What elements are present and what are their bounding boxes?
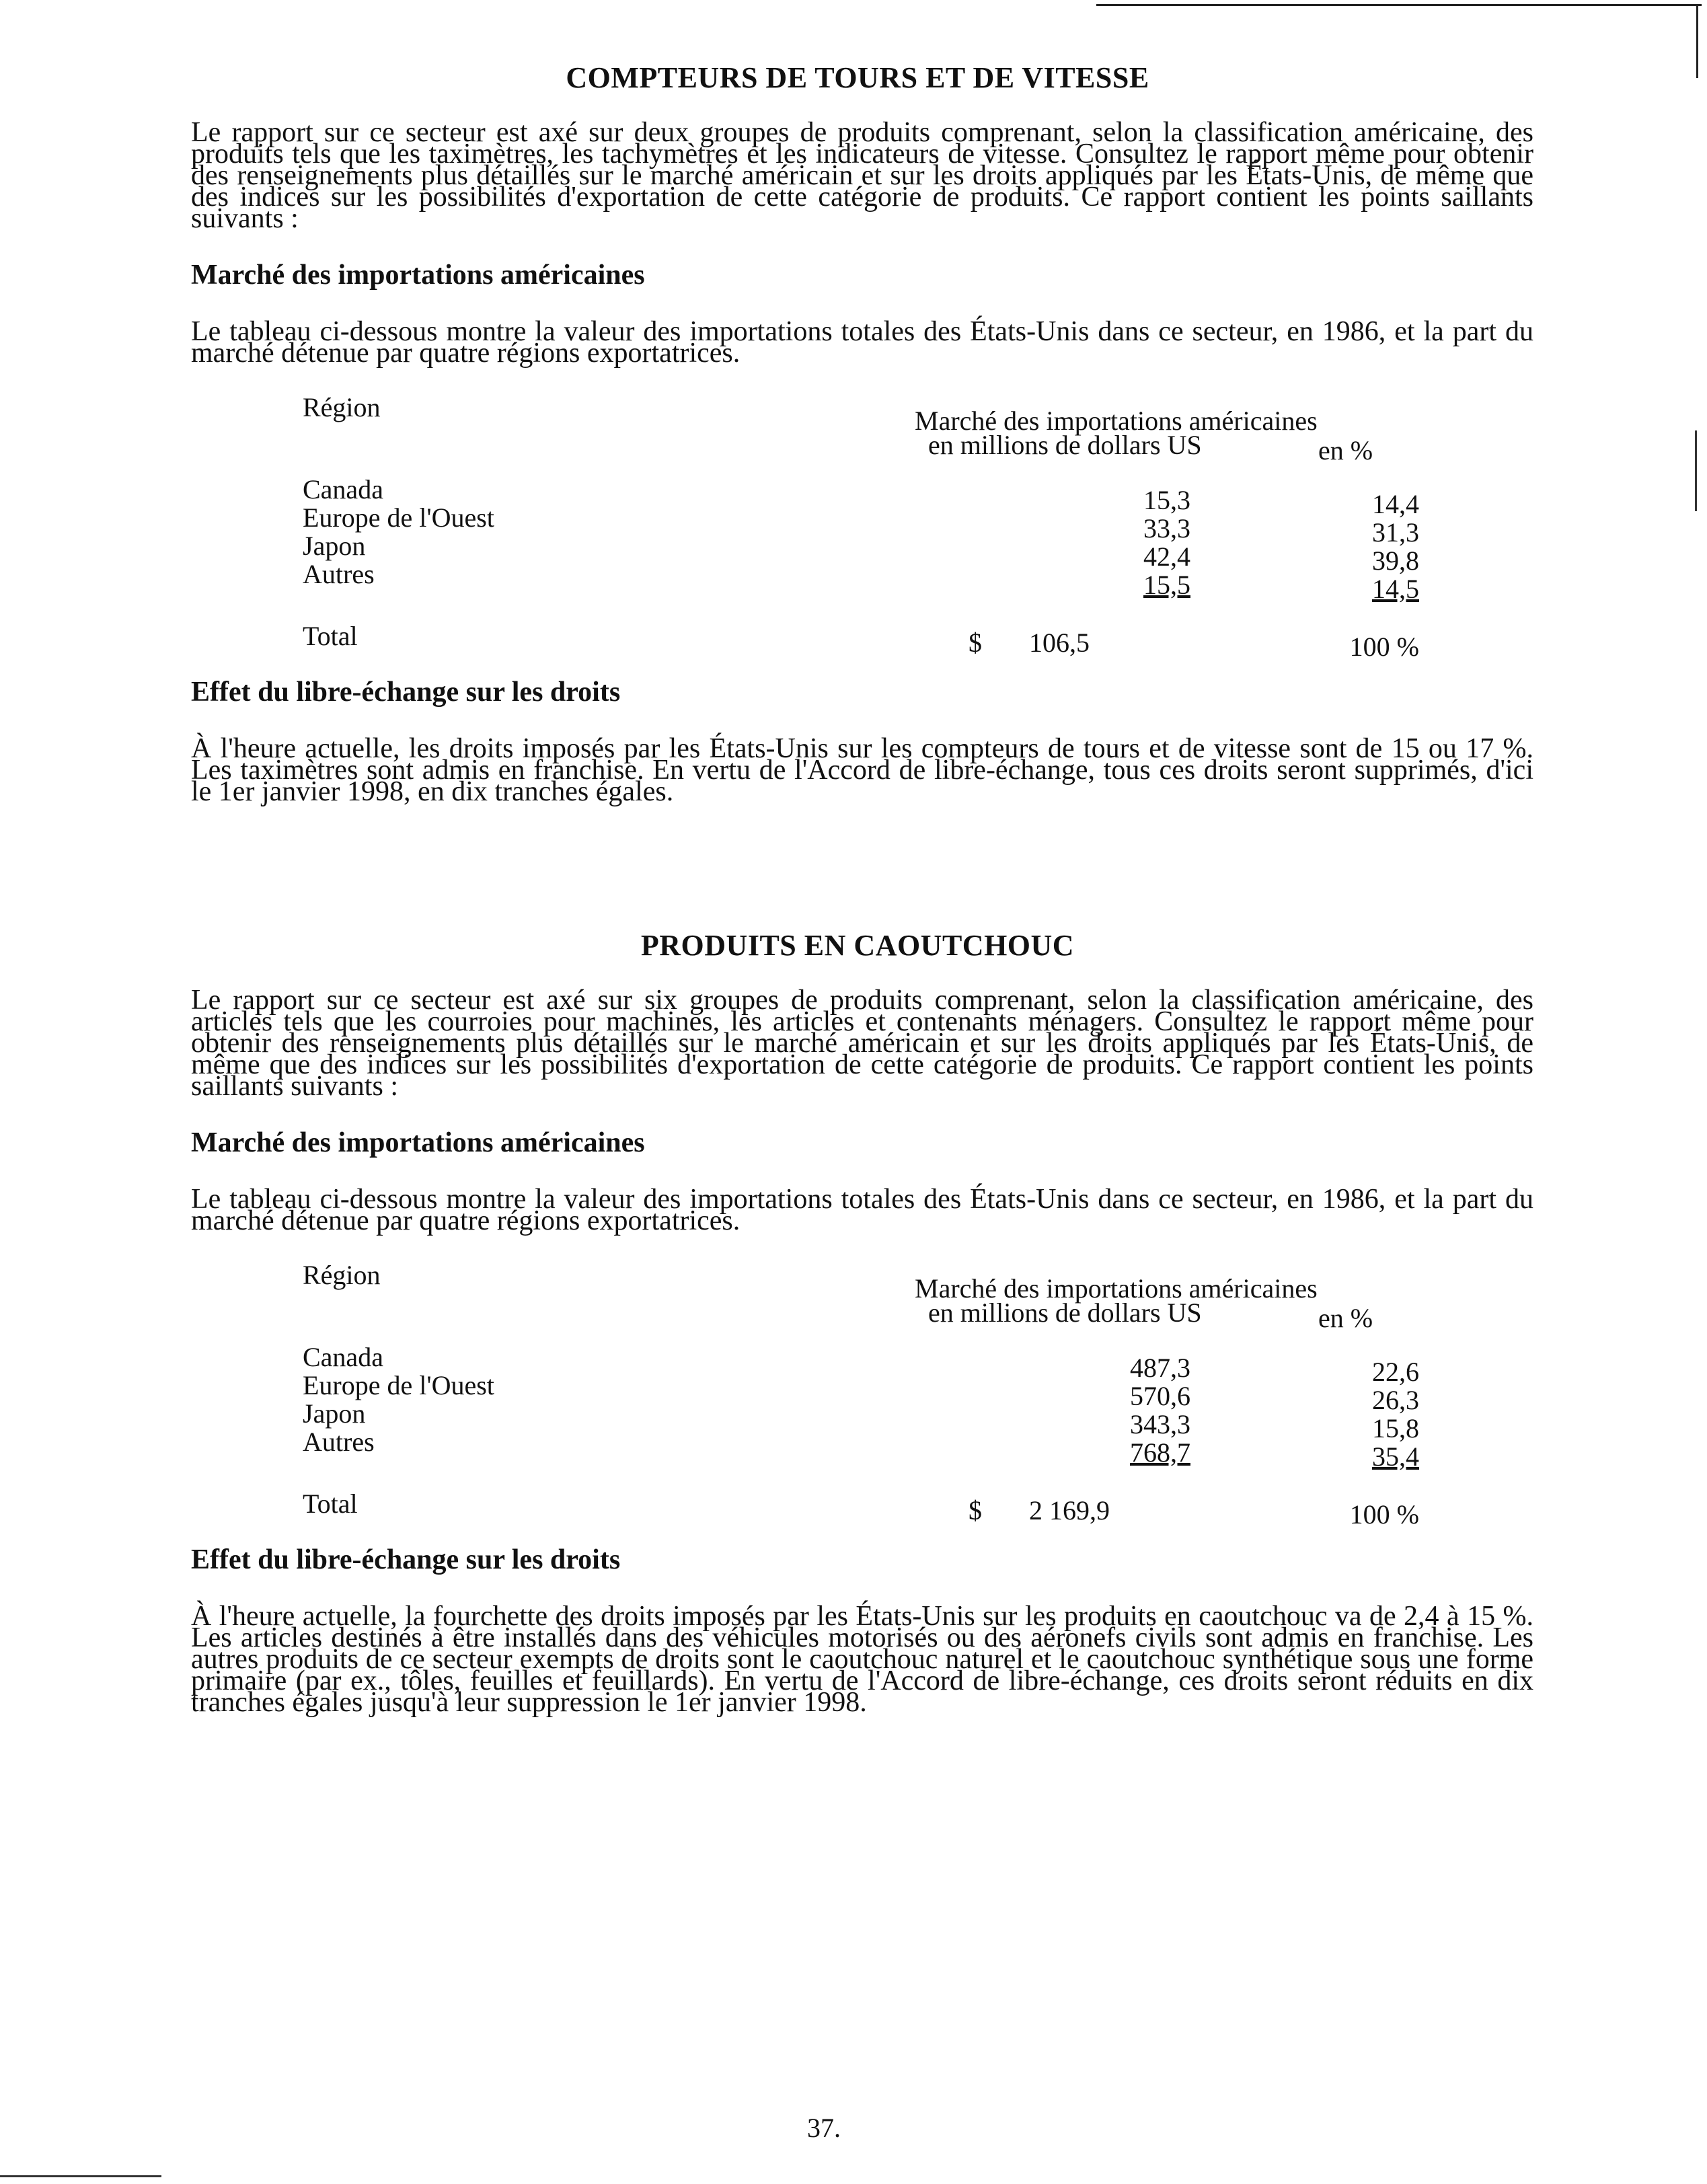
page-number: 37. bbox=[807, 2113, 841, 2143]
table-row-value: 15,5 bbox=[1143, 570, 1190, 600]
total-percent: 100 % bbox=[1349, 1499, 1419, 1530]
scan-border-right-mark bbox=[1695, 430, 1697, 511]
section-title: COMPTEURS DE TOURS ET DE VITESSE bbox=[566, 61, 1149, 94]
table-row-region: Canada bbox=[303, 474, 383, 504]
table-row-percent: 14,5 bbox=[1372, 574, 1419, 604]
import-table bbox=[182, 1261, 1533, 1530]
effect-paragraph: À l'heure actuelle, les droits imposés par les États-Unis sur les compteurs de tours et de vitesse sont de 15 ou 17 %. Les taximètres sont admis en franchise. En vertu de l'Accord de libre-échange, tous ces droits seront supprimés, d'ici le 1er janvier 1998, en dix tranches égales. bbox=[191, 733, 1533, 807]
currency-symbol: $ bbox=[969, 628, 982, 658]
market-heading: Marché des importations américaines bbox=[191, 1127, 645, 1158]
total-label: Total bbox=[303, 1489, 358, 1519]
percent-list bbox=[1325, 1358, 1419, 1471]
scan-border-right bbox=[1696, 4, 1698, 78]
market-column-subheader: en millions de dollars US bbox=[928, 1297, 1202, 1328]
table-row-value: 343,3 bbox=[1130, 1409, 1190, 1439]
section-speed-counters bbox=[182, 61, 1533, 832]
table-row-percent: 35,4 bbox=[1372, 1441, 1419, 1472]
table-row-region: Europe de l'Ouest bbox=[303, 502, 494, 533]
table-row-region: Autres bbox=[303, 1427, 375, 1457]
region-list bbox=[303, 476, 494, 589]
region-list bbox=[303, 1343, 494, 1456]
section-title: PRODUITS EN CAOUTCHOUC bbox=[640, 929, 1075, 962]
total-value bbox=[969, 1497, 1190, 1525]
market-column-subheader: en millions de dollars US bbox=[928, 430, 1202, 460]
table-row-value: 15,3 bbox=[1143, 485, 1190, 515]
table-row-value: 487,3 bbox=[1130, 1353, 1190, 1383]
table-row-region: Canada bbox=[303, 1342, 383, 1372]
market-column-header: Marché des importations américaines bbox=[915, 1273, 1318, 1304]
table-row-value: 570,6 bbox=[1130, 1381, 1190, 1411]
table-row-value: 768,7 bbox=[1130, 1437, 1190, 1468]
section-rubber-products bbox=[182, 928, 1533, 1743]
intro-paragraph: Le rapport sur ce secteur est axé sur deux groupes de produits comprenant, selon la classification américaine, des produits tels que les taximètres, les tachymètres et les indicateurs de vitesse. Consultez le rapport même pour obtenir des renseignements plus détaillés sur le marché américain et sur les droits appliqués par les États-Unis, de même que des indices sur les possibilités d'exportation de cette catégorie de produits. Ce rapport contient les points saillants suivants : bbox=[191, 117, 1533, 234]
scan-border-top bbox=[1096, 4, 1702, 6]
market-paragraph: Le tableau ci-dessous montre la valeur des importations totales des États-Unis dans ce secteur, en 1986, et la part du marché détenue par quatre régions exportatrices. bbox=[191, 316, 1533, 369]
percent-column-header: en % bbox=[1318, 435, 1373, 465]
currency-symbol: $ bbox=[969, 1495, 982, 1526]
table-row-percent: 15,8 bbox=[1372, 1413, 1419, 1443]
table-row-percent: 22,6 bbox=[1372, 1357, 1419, 1387]
import-table bbox=[182, 393, 1533, 663]
total-amount: 106,5 bbox=[1029, 628, 1090, 658]
table-row-value: 42,4 bbox=[1143, 541, 1190, 572]
total-percent: 100 % bbox=[1349, 632, 1419, 662]
table-row-region: Autres bbox=[303, 559, 375, 589]
total-amount: 2 169,9 bbox=[1029, 1495, 1110, 1526]
table-row-percent: 14,4 bbox=[1372, 489, 1419, 519]
value-list bbox=[1029, 1354, 1190, 1467]
table-row-value: 33,3 bbox=[1143, 513, 1190, 543]
total-label: Total bbox=[303, 621, 358, 651]
scan-border-bottom bbox=[0, 2175, 161, 2177]
region-column-header: Région bbox=[303, 1260, 381, 1290]
table-row-region: Europe de l'Ouest bbox=[303, 1370, 494, 1400]
table-row-percent: 26,3 bbox=[1372, 1385, 1419, 1415]
market-heading: Marché des importations américaines bbox=[191, 260, 645, 291]
effect-paragraph: À l'heure actuelle, la fourchette des droits imposés par les États-Unis sur les produits en caoutchouc va de 2,4 à 15 %. Les articles destinés à être installés dans des véhicules motorisés ou des aéronefs civils sont admis en franchise. Les autres produits de ce secteur exempts de droits sont le caoutchouc naturel et le caoutchouc synthétique sous une forme primaire (par ex., tôles, feuilles et feuillards). En vertu de l'Accord de libre-échange, ces droits seront réduits en dix tranches égales jusqu'à leur suppression le 1er janvier 1998. bbox=[191, 1601, 1533, 1718]
effect-heading: Effet du libre-échange sur les droits bbox=[191, 1544, 621, 1575]
region-column-header: Région bbox=[303, 392, 381, 422]
effect-heading: Effet du libre-échange sur les droits bbox=[191, 677, 621, 708]
table-row-percent: 31,3 bbox=[1372, 517, 1419, 548]
percent-list bbox=[1325, 490, 1419, 603]
market-column-header: Marché des importations américaines bbox=[915, 406, 1318, 436]
table-row-percent: 39,8 bbox=[1372, 545, 1419, 576]
value-list bbox=[1029, 486, 1190, 599]
total-value bbox=[969, 629, 1190, 657]
intro-paragraph: Le rapport sur ce secteur est axé sur six groupes de produits comprenant, selon la classification américaine, des articles tels que les courroies pour machines, les articles et contenants ménagers. Consultez le rapport même pour obtenir des renseignements plus détaillés sur le marché américain et sur les droits appliqués par les États-Unis, de même que des indices sur les possibilités d'exportation de cette catégorie de produits. Ce rapport contient les points saillants suivants : bbox=[191, 985, 1533, 1102]
market-paragraph: Le tableau ci-dessous montre la valeur des importations totales des États-Unis dans ce secteur, en 1986, et la part du marché détenue par quatre régions exportatrices. bbox=[191, 1184, 1533, 1236]
table-row-region: Japon bbox=[303, 531, 366, 561]
table-row-region: Japon bbox=[303, 1398, 366, 1429]
percent-column-header: en % bbox=[1318, 1303, 1373, 1333]
